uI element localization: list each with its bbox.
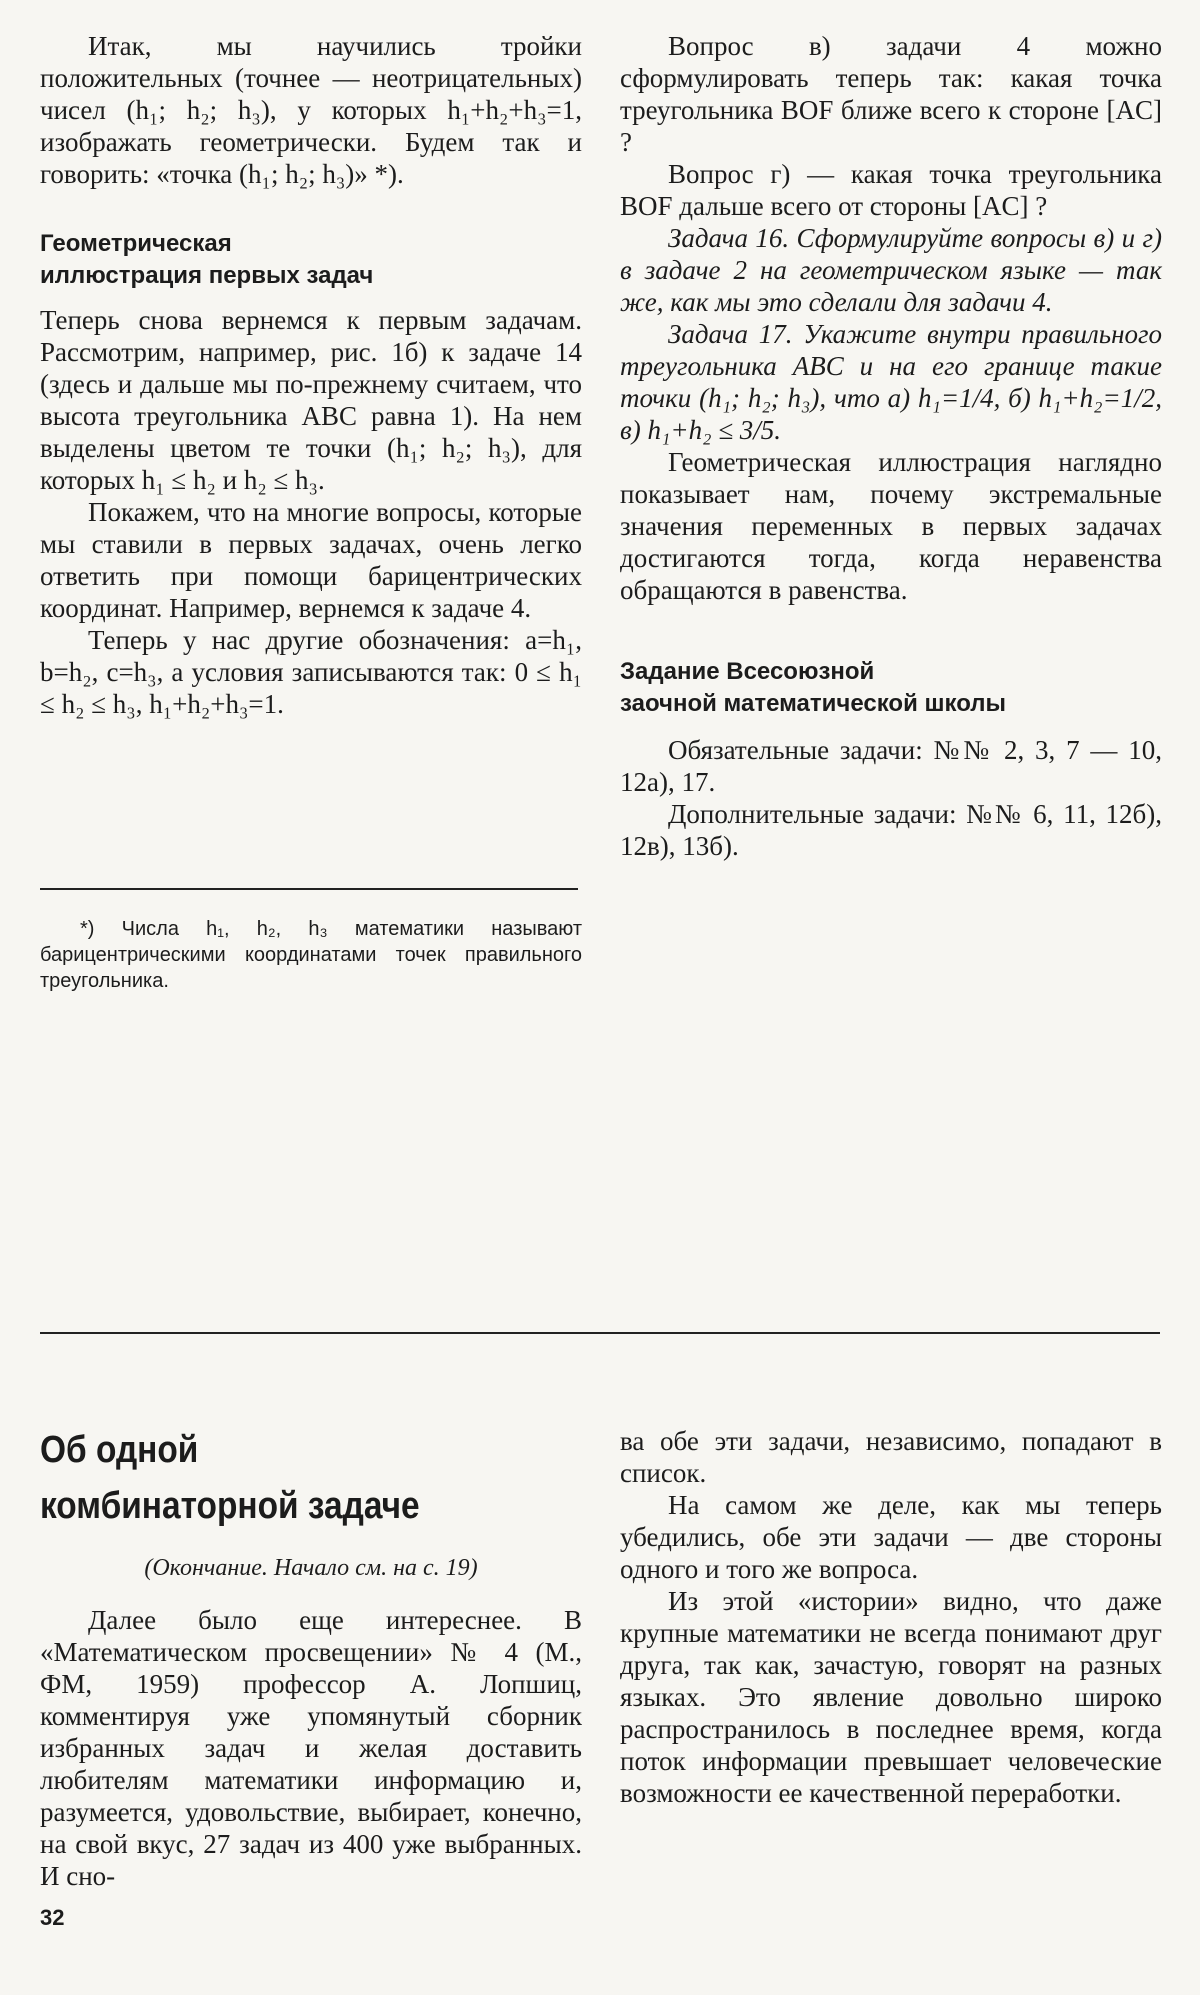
assignment-heading-line1: Задание Всесоюзной (620, 658, 875, 685)
task-16: Задача 16. Сформулируйте вопросы в) и г) в задаче 2 на геометрическом языке — так же, как мы это сделали для задачи 4. (620, 223, 1162, 317)
article-separator (40, 1332, 1160, 1334)
additional-tasks: Дополнительные задачи: №№ 6, 11, 12б), 12в), 13б). (620, 799, 1162, 861)
page-number: 32 (40, 1905, 65, 1930)
paragraph: Вопрос г) — какая точка треугольника BOF дальше всего от стороны [AC] ? (620, 159, 1162, 221)
assignment-heading-line2: заочной математической школы (620, 690, 1006, 717)
paragraph: Вопрос в) задачи 4 можно сформулировать теперь так: какая точка треугольника BOF ближе всего к стороне [AC] ? (620, 31, 1162, 157)
footnote-rule (40, 888, 578, 890)
section-heading (40, 228, 582, 292)
required-tasks: Обязательные задачи: №№ 2, 3, 7 — 10, 12а), 17. (620, 735, 1162, 797)
task-17: Задача 17. Укажите внутри правильного треугольника ABC и на его границе такие точки (h₁; h₂; h₃), что а) h₁=1/4, б) h₁+h₂=1/2, в) h₁+h₂ ≤ 3/5. (620, 319, 1162, 445)
footnote: *) Числа h₁, h₂, h₃ математики называют барицентрическими координатами точек правильного треугольника. (40, 918, 582, 992)
article-title-line1: Об одной (40, 1429, 199, 1471)
section-heading-line2: иллюстрация первых задач (40, 262, 374, 289)
paragraph: Далее было еще интереснее. В «Математическом просвещении» № 4 (М., ФМ, 1959) профессор А. Лопшиц, комментируя уже упомянутый сборник избранных задач и желая доставить любителям математики информацию и, разумеется, удовольствие, выбирает, конечно, на свой вкус, 27 задач из 400 уже выбранных. И сно- (40, 1605, 582, 1891)
section-heading-line1: Геометрическая (40, 230, 232, 257)
right-column (620, 30, 1162, 862)
article-right-column (620, 1425, 1162, 1809)
paragraph: Из этой «истории» видно, что даже крупные математики не всегда понимают друг друга, так как, зачастую, говорят на разных языках. Это явление довольно широко распространилось в последнее время, когда поток информации превышает человеческие возможности ее качественной переработки. (620, 1586, 1162, 1808)
paragraph: Геометрическая иллюстрация наглядно показывает нам, почему экстремальные значения переменных в первых задачах достигаются тогда, когда неравенства обращаются в равенства. (620, 447, 1162, 605)
paragraph: ва обе эти задачи, независимо, попадают в список. (620, 1426, 1162, 1488)
footnote-block (40, 916, 582, 994)
intro-paragraph: Итак, мы научились тройки положительных (точнее — неотрицательных) чисел (h₁; h₂; h₃), у которых h₁+h₂+h₃=1, изображать геометрически. Будем так и говорить: «точка (h₁; h₂; h₃)» *). (40, 31, 582, 189)
paragraph: Теперь у нас другие обозначения: a=h₁, b=h₂, c=h₃, а условия записываются так: 0 ≤ h₁ ≤ h₂ ≤ h₃, h₁+h₂+h₃=1. (40, 625, 582, 719)
paragraph: На самом же деле, как мы теперь убедились, обе эти задачи — две стороны одного и того же вопроса. (620, 1490, 1162, 1584)
article-title-line2: комбинаторной задаче (40, 1485, 420, 1527)
left-column (40, 30, 582, 720)
paragraph: Покажем, что на многие вопросы, которые мы ставили в первых задачах, очень легко ответить при помощи барицентрических координат. Например, вернемся к задаче 4. (40, 497, 582, 623)
paragraph: Теперь снова вернемся к первым задачам. Рассмотрим, например, рис. 1б) к задаче 14 (здесь и дальше мы по-прежнему считаем, что высота треугольника ABC равна 1). На нем выделены цветом те точки (h₁; h₂; h₃), для которых h₁ ≤ h₂ и h₂ ≤ h₃. (40, 305, 582, 495)
article-subtitle: (Окончание. Начало см. на с. 19) (144, 1555, 478, 1581)
article-title (40, 1422, 517, 1534)
article-left-column (40, 1422, 582, 1892)
assignment-heading (620, 656, 1162, 720)
